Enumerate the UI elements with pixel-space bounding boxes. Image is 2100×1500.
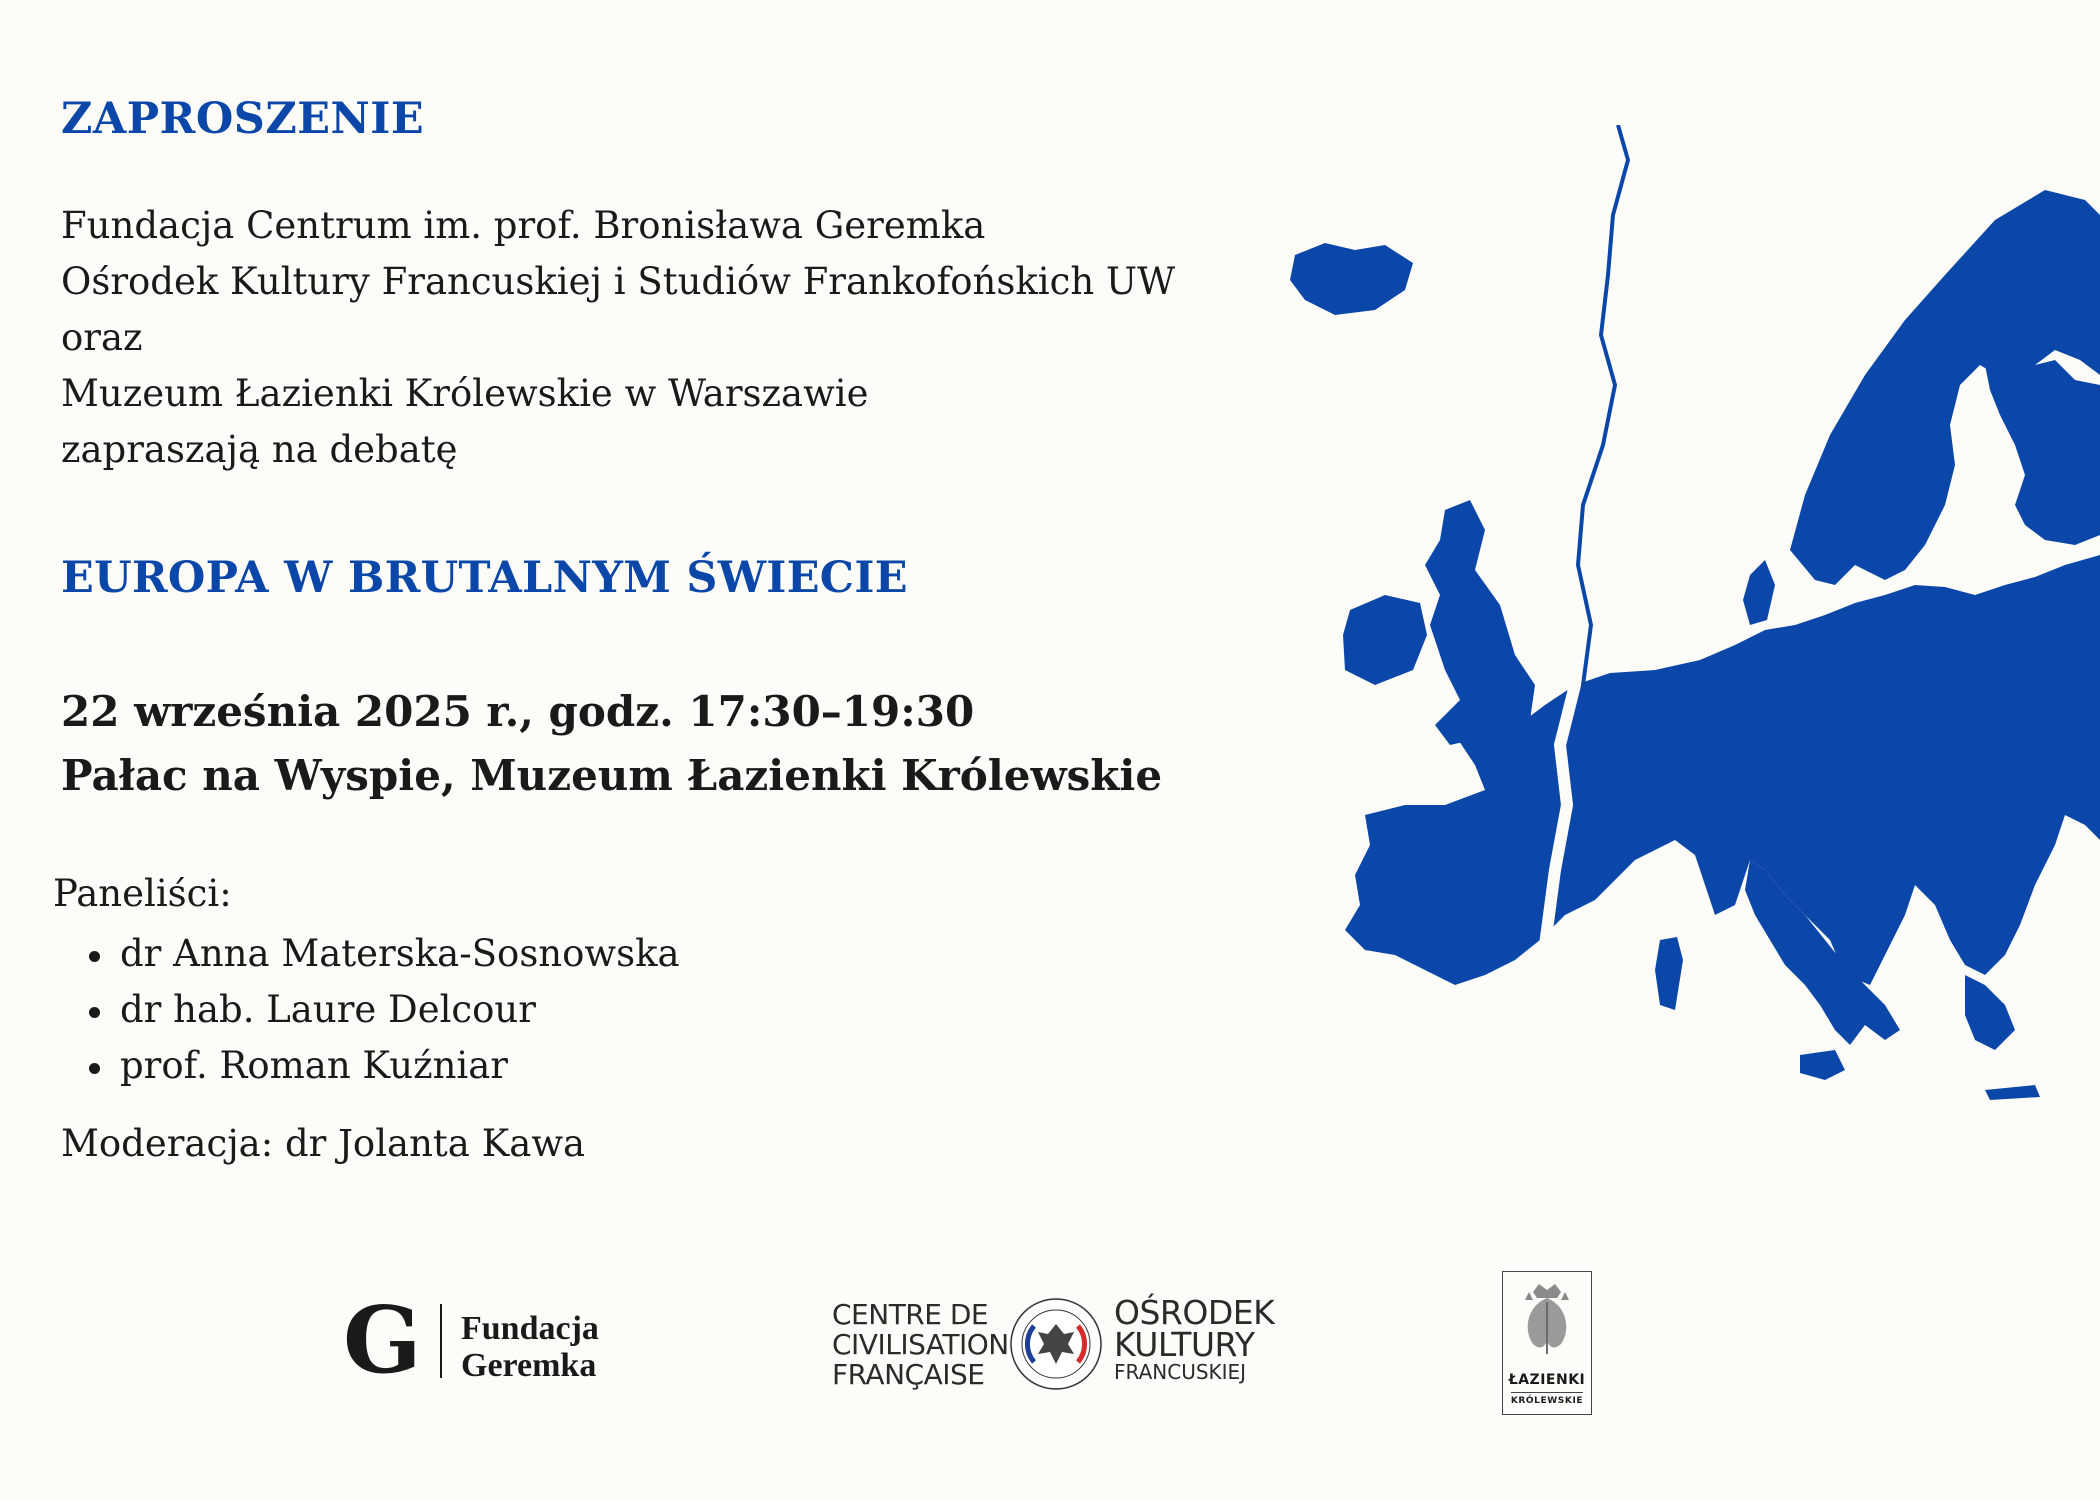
invitation-heading: ZAPROSZENIE xyxy=(61,94,425,144)
ccf-left-text xyxy=(832,1300,1009,1390)
event-datetime: 22 września 2025 r., godz. 17:30–19:30 xyxy=(61,687,975,736)
university-seal-icon xyxy=(1008,1296,1104,1392)
europe-map-illustration xyxy=(1245,125,2100,1185)
geremek-line2: Geremka xyxy=(461,1347,597,1384)
britain-shape xyxy=(1425,500,1535,745)
event-info xyxy=(61,680,1162,808)
iceland-shape xyxy=(1290,243,1413,315)
ccf-right-line: FRANCUSKIEJ xyxy=(1114,1360,1247,1384)
panelists-list xyxy=(120,926,680,1094)
organizer-line: Muzeum Łazienki Królewskie w Warszawie xyxy=(61,372,869,415)
event-venue: Pałac na Wyspie, Muzeum Łazienki Królewskie xyxy=(61,751,1163,800)
panelist-item: dr hab. Laure Delcour xyxy=(120,982,680,1038)
ccf-right-line: KULTURY xyxy=(1114,1325,1255,1364)
organizer-line: oraz xyxy=(61,316,143,359)
ccf-left-line: CENTRE DE xyxy=(832,1298,989,1331)
panelist-item: dr Anna Materska-Sosnowska xyxy=(120,926,680,982)
ccf-left-line: FRANÇAISE xyxy=(832,1358,985,1391)
crowned-leaf-icon xyxy=(1513,1278,1581,1358)
ccf-right-text xyxy=(1114,1293,1275,1384)
organizers-block xyxy=(61,198,1175,478)
lazienki-divider xyxy=(1511,1392,1583,1393)
lazienki-sub: KRÓLEWSKIE xyxy=(1510,1396,1584,1406)
geremek-divider xyxy=(440,1304,442,1378)
geremek-g-mark: G xyxy=(343,1286,422,1394)
ccf-left-line: CIVILISATION xyxy=(832,1328,1009,1361)
greece-shape xyxy=(1965,975,2015,1050)
ireland-shape xyxy=(1343,595,1427,685)
geremek-line1: Fundacja xyxy=(461,1310,599,1347)
lazienki-name: ŁAZIENKI xyxy=(1508,1372,1586,1388)
geremek-name xyxy=(461,1310,599,1384)
finland-shape xyxy=(1985,360,2100,545)
sicily-shape xyxy=(1800,1050,1845,1080)
panelists-label: Paneliści: xyxy=(53,872,232,915)
organizer-line: zapraszają na debatę xyxy=(61,428,458,471)
denmark-shape xyxy=(1743,560,1775,625)
organizer-line: Ośrodek Kultury Francuskiej i Studiów Frankofońskich UW xyxy=(61,260,1176,303)
organizer-line: Fundacja Centrum im. prof. Bronisława Geremka xyxy=(61,204,986,247)
centre-civilisation-francaise-logo xyxy=(832,1293,1275,1391)
fundacja-geremka-logo xyxy=(343,1286,623,1394)
crete-shape xyxy=(1985,1085,2040,1100)
sardinia-shape xyxy=(1655,937,1683,1010)
panelist-item: prof. Roman Kuźniar xyxy=(120,1038,680,1094)
debate-title: EUROPA W BRUTALNYM ŚWIECIE xyxy=(61,553,908,603)
ccf-right-line: OŚRODEK xyxy=(1114,1293,1275,1332)
lazienki-krolewskie-logo xyxy=(1502,1271,1592,1415)
moderation-line: Moderacja: dr Jolanta Kawa xyxy=(61,1122,586,1165)
